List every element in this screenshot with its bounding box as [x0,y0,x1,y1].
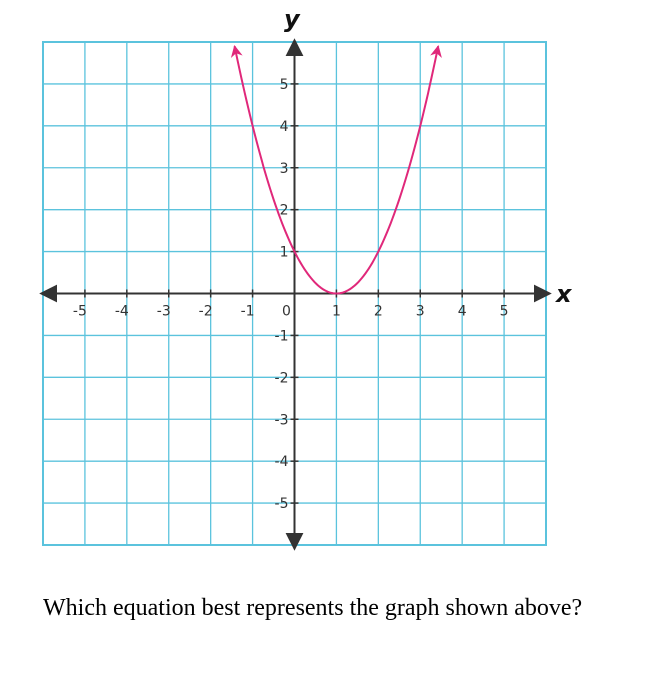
y-tick-label: -2 [274,370,289,387]
x-tick-label: -5 [72,303,87,320]
x-tick-label: -2 [198,303,213,320]
x-tick-label: 3 [415,303,425,320]
y-tick-label: -4 [274,454,289,471]
x-tick-label: -4 [114,303,129,320]
y-tick-label: -3 [274,412,289,429]
x-tick-label: 2 [373,303,383,320]
x-tick-label: 5 [499,303,509,320]
question-text: Which equation best represents the graph shown above? [43,595,583,621]
y-tick-label: -1 [274,328,289,345]
x-tick-label: 1 [331,303,341,320]
y-tick-label: 4 [279,118,289,135]
x-tick-label: -3 [156,303,171,320]
axes [41,40,550,549]
y-tick-label: 3 [279,160,289,177]
y-axis-label: y [284,5,300,33]
y-tick-label: 5 [279,76,289,93]
x-axis-label: x [556,280,572,308]
y-tick-label: 1 [279,244,289,261]
x-tick-label: 0 [282,303,291,320]
x-tick-label: -1 [240,303,255,320]
y-tick-label: 2 [279,202,289,219]
tick-labels [73,77,509,512]
x-tick-label: 4 [457,303,467,320]
y-tick-label: -5 [274,496,289,513]
